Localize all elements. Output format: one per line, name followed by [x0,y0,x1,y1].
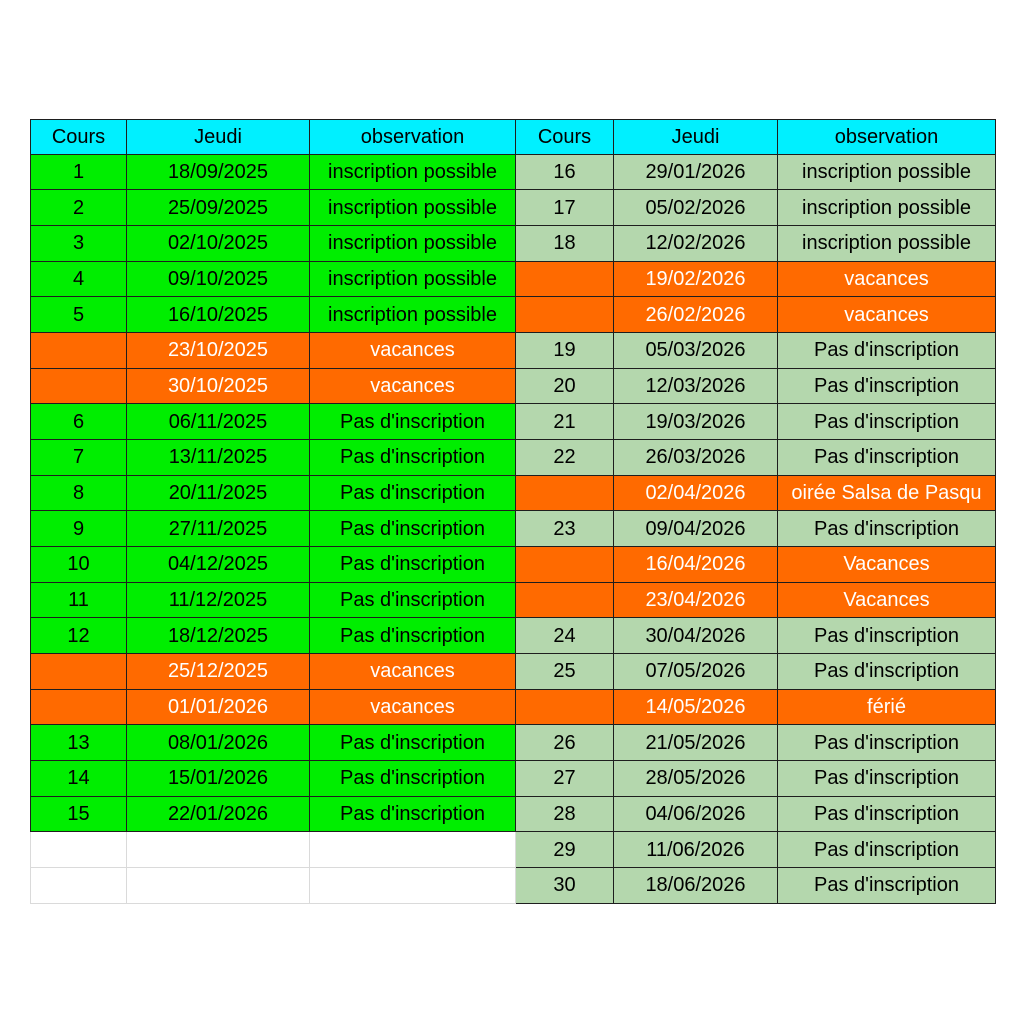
right-date-cell: 19/02/2026 [614,262,778,298]
left-observation-cell: vacances [310,690,516,726]
right-cours-cell: 21 [516,404,614,440]
left-date-cell: 16/10/2025 [127,297,310,333]
left-cours-cell: 11 [30,583,127,619]
header-cours-right: Cours [516,119,614,155]
left-date-cell: 04/12/2025 [127,547,310,583]
left-cours-cell [30,369,127,405]
left-date-cell [127,832,310,868]
right-cours-cell [516,262,614,298]
left-cours-cell: 1 [30,155,127,191]
right-cours-cell: 18 [516,226,614,262]
left-cours-cell: 4 [30,262,127,298]
right-cours-cell: 17 [516,190,614,226]
left-date-cell: 27/11/2025 [127,511,310,547]
right-cours-cell: 23 [516,511,614,547]
right-cours-cell [516,583,614,619]
right-cours-cell [516,547,614,583]
right-cours-cell: 26 [516,725,614,761]
right-cours-cell [516,476,614,512]
left-cours-cell [30,832,127,868]
left-cours-cell [30,690,127,726]
left-date-cell: 22/01/2026 [127,797,310,833]
right-date-cell: 21/05/2026 [614,725,778,761]
left-cours-cell: 2 [30,190,127,226]
left-cours-cell: 5 [30,297,127,333]
left-cours-cell: 6 [30,404,127,440]
left-cours-cell: 12 [30,618,127,654]
right-date-cell: 18/06/2026 [614,868,778,904]
left-cours-cell [30,333,127,369]
right-observation-cell: Pas d'inscription [778,654,996,690]
right-observation-cell: Pas d'inscription [778,618,996,654]
left-observation-cell: Pas d'inscription [310,547,516,583]
right-date-cell: 05/02/2026 [614,190,778,226]
left-cours-cell: 8 [30,476,127,512]
left-observation-cell: Pas d'inscription [310,440,516,476]
right-date-cell: 14/05/2026 [614,690,778,726]
left-observation-cell: Pas d'inscription [310,761,516,797]
right-cours-cell: 16 [516,155,614,191]
left-cours-cell: 9 [30,511,127,547]
right-cours-cell: 22 [516,440,614,476]
right-observation-cell: oirée Salsa de Pasqu [778,476,996,512]
header-jeudi-right: Jeudi [614,119,778,155]
left-observation-cell [310,868,516,904]
left-date-cell: 30/10/2025 [127,369,310,405]
right-cours-cell: 30 [516,868,614,904]
left-date-cell: 18/09/2025 [127,155,310,191]
left-cours-cell: 10 [30,547,127,583]
right-observation-cell: Pas d'inscription [778,797,996,833]
header-observation-left: observation [310,119,516,155]
left-observation-cell: Pas d'inscription [310,476,516,512]
right-date-cell: 30/04/2026 [614,618,778,654]
right-observation-cell: Pas d'inscription [778,440,996,476]
left-observation-cell: inscription possible [310,226,516,262]
left-observation-cell: vacances [310,654,516,690]
left-date-cell: 06/11/2025 [127,404,310,440]
left-date-cell: 01/01/2026 [127,690,310,726]
left-date-cell: 15/01/2026 [127,761,310,797]
right-observation-cell: vacances [778,297,996,333]
left-observation-cell: vacances [310,369,516,405]
left-date-cell: 09/10/2025 [127,262,310,298]
right-cours-cell: 24 [516,618,614,654]
right-date-cell: 09/04/2026 [614,511,778,547]
left-date-cell: 23/10/2025 [127,333,310,369]
left-date-cell: 08/01/2026 [127,725,310,761]
left-date-cell: 02/10/2025 [127,226,310,262]
right-observation-cell: Pas d'inscription [778,511,996,547]
left-date-cell: 25/09/2025 [127,190,310,226]
left-observation-cell: Pas d'inscription [310,725,516,761]
right-observation-cell: Vacances [778,547,996,583]
left-observation-cell: Pas d'inscription [310,583,516,619]
left-observation-cell [310,832,516,868]
left-cours-cell: 13 [30,725,127,761]
left-observation-cell: Pas d'inscription [310,511,516,547]
right-observation-cell: vacances [778,262,996,298]
left-date-cell: 18/12/2025 [127,618,310,654]
left-date-cell [127,868,310,904]
right-observation-cell: inscription possible [778,226,996,262]
left-observation-cell: Pas d'inscription [310,797,516,833]
right-cours-cell: 25 [516,654,614,690]
right-observation-cell: inscription possible [778,190,996,226]
left-date-cell: 13/11/2025 [127,440,310,476]
right-observation-cell: inscription possible [778,155,996,191]
right-cours-cell: 27 [516,761,614,797]
right-cours-cell [516,297,614,333]
right-date-cell: 07/05/2026 [614,654,778,690]
right-date-cell: 26/02/2026 [614,297,778,333]
right-date-cell: 16/04/2026 [614,547,778,583]
left-observation-cell: inscription possible [310,190,516,226]
right-date-cell: 23/04/2026 [614,583,778,619]
right-observation-cell: Pas d'inscription [778,868,996,904]
right-observation-cell: férié [778,690,996,726]
left-observation-cell: inscription possible [310,262,516,298]
right-observation-cell: Pas d'inscription [778,761,996,797]
schedule-table [30,119,996,904]
right-observation-cell: Vacances [778,583,996,619]
header-jeudi-left: Jeudi [127,119,310,155]
left-date-cell: 20/11/2025 [127,476,310,512]
right-cours-cell: 28 [516,797,614,833]
left-observation-cell: inscription possible [310,297,516,333]
right-date-cell: 28/05/2026 [614,761,778,797]
right-date-cell: 04/06/2026 [614,797,778,833]
right-date-cell: 19/03/2026 [614,404,778,440]
right-cours-cell: 19 [516,333,614,369]
header-cours-left: Cours [30,119,127,155]
right-cours-cell [516,690,614,726]
left-cours-cell: 7 [30,440,127,476]
left-observation-cell: Pas d'inscription [310,618,516,654]
right-date-cell: 29/01/2026 [614,155,778,191]
right-observation-cell: Pas d'inscription [778,832,996,868]
left-cours-cell: 15 [30,797,127,833]
right-cours-cell: 29 [516,832,614,868]
right-date-cell: 05/03/2026 [614,333,778,369]
right-date-cell: 11/06/2026 [614,832,778,868]
right-observation-cell: Pas d'inscription [778,404,996,440]
right-observation-cell: Pas d'inscription [778,369,996,405]
left-observation-cell: inscription possible [310,155,516,191]
left-cours-cell [30,868,127,904]
left-observation-cell: vacances [310,333,516,369]
right-date-cell: 12/03/2026 [614,369,778,405]
left-cours-cell: 14 [30,761,127,797]
left-cours-cell: 3 [30,226,127,262]
header-observation-right: observation [778,119,996,155]
right-date-cell: 02/04/2026 [614,476,778,512]
right-date-cell: 26/03/2026 [614,440,778,476]
right-observation-cell: Pas d'inscription [778,333,996,369]
right-observation-cell: Pas d'inscription [778,725,996,761]
left-observation-cell: Pas d'inscription [310,404,516,440]
right-cours-cell: 20 [516,369,614,405]
left-cours-cell [30,654,127,690]
left-date-cell: 25/12/2025 [127,654,310,690]
left-date-cell: 11/12/2025 [127,583,310,619]
right-date-cell: 12/02/2026 [614,226,778,262]
